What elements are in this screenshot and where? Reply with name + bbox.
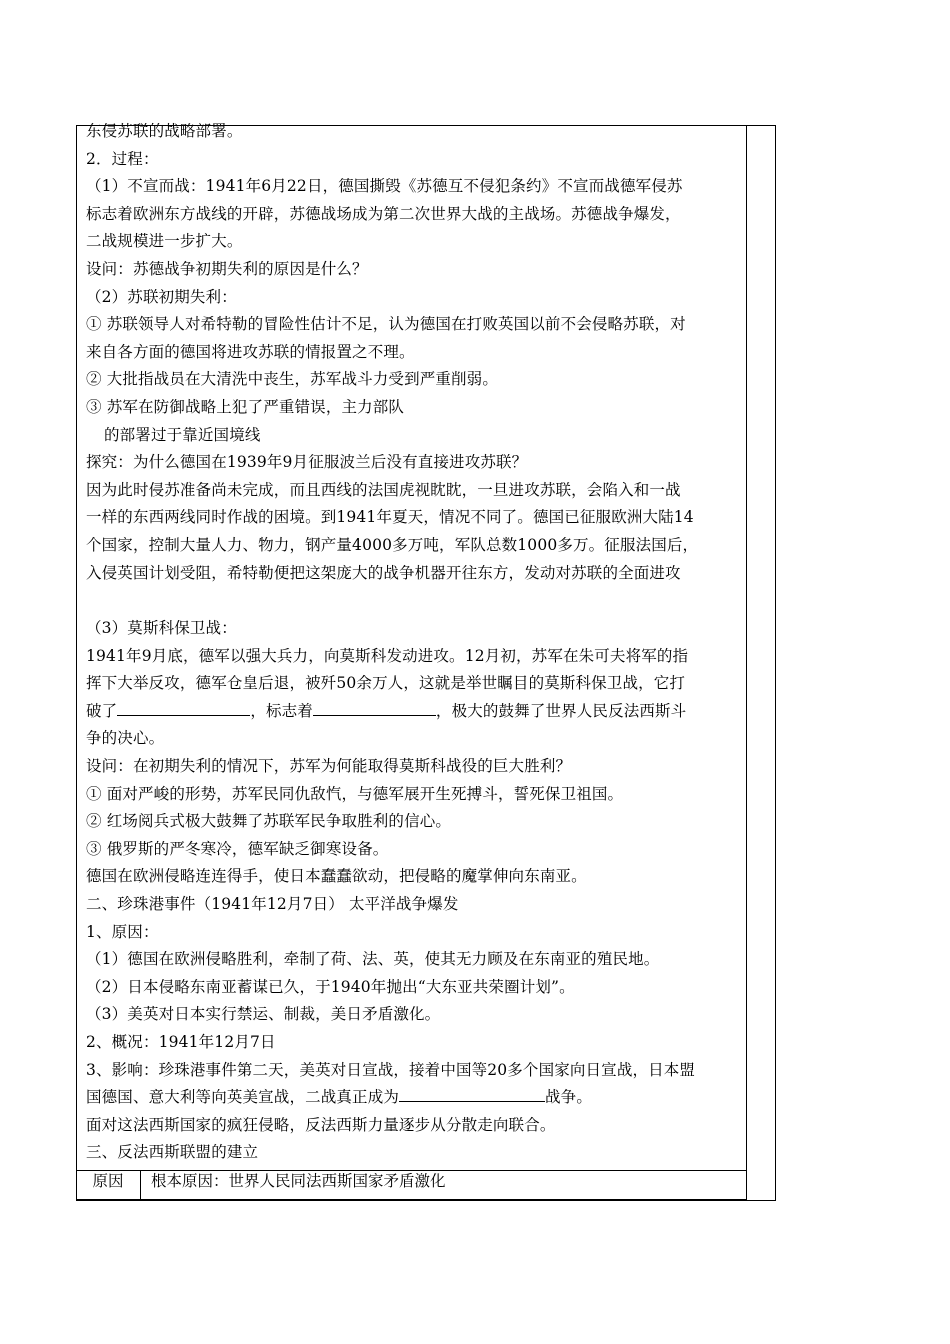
text-line: ③ 苏军在防御战略上犯了严重错误，主力部队: [86, 397, 405, 416]
document-body: [86, 118, 742, 1167]
text-line: （1）不宣而战：1941年6月22日，德国撕毁《苏德互不侵犯条约》不宣而战德军侵苏: [86, 177, 683, 196]
text-line: 标志着欧洲东方战线的开辟，苏德战场成为第二次世界大战的主战场。苏德战争爆发，: [86, 204, 681, 223]
table-cell-content: 根本原因：世界人民同法西斯国家矛盾激化: [151, 1172, 446, 1190]
text-line: 争的决心。: [86, 729, 165, 748]
text-line: 来自各方面的德国将进攻苏联的情报置之不理。: [86, 342, 415, 361]
text-line: 东侵苏联的战略部署。: [86, 122, 243, 140]
text-line: ① 面对严峻的形势，苏军民同仇敌忾，与德军展开生死搏斗，誓死保卫祖国。: [86, 784, 624, 803]
text-fragment: 破了: [86, 701, 118, 720]
text-line: 面对这法西斯国家的疯狂侵略，反法西斯力量逐步从分散走向联合。: [86, 1115, 556, 1134]
spacer: [86, 587, 742, 615]
text-line: ② 大批指战员在大清洗中丧生，苏军战斗力受到严重削弱。: [86, 370, 498, 389]
text-line: 挥下大举反攻，德军仓皇后退，被歼50余万人，这就是举世瞩目的莫斯科保卫战，它打: [86, 674, 686, 693]
text-line: （1）德国在欧洲侵略胜利，牵制了荷、法、英，使其无力顾及在东南亚的殖民地。: [86, 950, 660, 969]
section-heading: 三、反法西斯联盟的建立: [86, 1143, 259, 1162]
text-line: 德国在欧洲侵略连连得手，使日本蠢蠢欲动，把侵略的魔掌伸向东南亚。: [86, 867, 587, 886]
fill-in-line: [86, 698, 742, 726]
alliance-table: [76, 1170, 746, 1200]
text-fragment: 战争。: [545, 1088, 592, 1107]
text-line: 1、原因：: [86, 922, 159, 941]
question-line: 探究：为什么德国在1939年9月征服波兰后没有直接进攻苏联？: [86, 453, 528, 472]
text-fragment: 国德国、意大利等向英美宣战，二战真正成为: [86, 1088, 400, 1107]
text-line: （2）日本侵略东南亚蓄谋已久，于1940年抛出“大东亚共荣圈计划”。: [86, 977, 575, 996]
text-line: 个国家，控制大量人力、物力，钢产量4000多万吨，军队总数1000多万。征服法国后，: [86, 535, 699, 554]
section-heading: 二、珍珠港事件（1941年12月7日） 太平洋战争爆发: [86, 895, 459, 914]
fill-in-line: [86, 1084, 742, 1112]
text-fragment: ，极大的鼓舞了世界人民反法西斯斗: [435, 701, 687, 720]
text-line: ① 苏联领导人对希特勒的冒险性估计不足，认为德国在打败英国以前不会侵略苏联，对: [86, 315, 686, 334]
text-line: 的部署过于靠近国境线: [104, 425, 261, 444]
text-line: 因为此时侵苏准备尚未完成，而且西线的法国虎视眈眈，一旦进攻苏联，会陷入和一战: [86, 480, 681, 499]
text-line: （3）美英对日本实行禁运、制裁，美日矛盾激化。: [86, 1005, 441, 1024]
text-line: 2、概况：1941年12月7日: [86, 1033, 276, 1051]
text-line: 3、影响：珍珠港事件第二天，美英对日宣战，接着中国等20多个国家向日宣战，日本盟: [86, 1060, 696, 1079]
column-divider: [746, 125, 747, 1201]
text-line: 二战规模进一步扩大。: [86, 232, 243, 251]
text-line: （2）苏联初期失利：: [86, 287, 237, 306]
section-heading: 2．过程：: [86, 149, 159, 168]
question-line: 设问：苏德战争初期失利的原因是什么？: [86, 259, 368, 278]
fill-in-blank[interactable]: [117, 698, 250, 716]
text-line: （3）莫斯科保卫战：: [86, 619, 237, 638]
question-line: 设问：在初期失利的情况下，苏军为何能取得莫斯科战役的巨大胜利？: [86, 757, 572, 776]
text-line: 一样的东西两线同时作战的困境。到1941年夏天，情况不同了。德国已征服欧洲大陆14: [86, 508, 694, 527]
text-fragment: ，标志着: [250, 701, 313, 720]
text-line: 1941年9月底，德军以强大兵力，向莫斯科发动进攻。12月初，苏军在朱可夫将军的指: [86, 646, 689, 665]
fill-in-blank[interactable]: [313, 698, 436, 716]
text-line: ② 红场阅兵式极大鼓舞了苏联军民争取胜利的信心。: [86, 812, 452, 831]
text-line: ③ 俄罗斯的严冬寒冷，德军缺乏御寒设备。: [86, 839, 389, 858]
fill-in-blank[interactable]: [399, 1084, 545, 1102]
text-line: 入侵英国计划受阻，希特勒便把这架庞大的战争机器开往东方，发动对苏联的全面进攻: [86, 563, 681, 582]
table-cell-label: 原因: [76, 1171, 141, 1200]
